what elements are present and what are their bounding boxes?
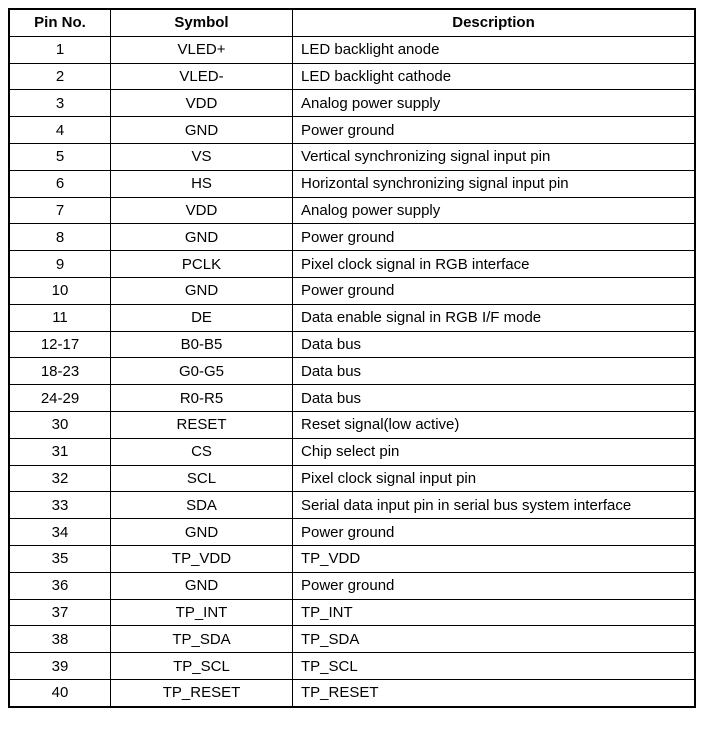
- table-row: [9, 599, 695, 626]
- table-row: [9, 545, 695, 572]
- table-row: [9, 90, 695, 117]
- pin-no-cell: 36: [9, 572, 111, 599]
- table-row: [9, 519, 695, 546]
- pin-no-cell: 2: [9, 63, 111, 90]
- symbol-cell: B0-B5: [111, 331, 293, 358]
- table-row: [9, 63, 695, 90]
- pin-no-cell: 38: [9, 626, 111, 653]
- symbol-cell: TP_INT: [111, 599, 293, 626]
- description-cell: Analog power supply: [293, 197, 696, 224]
- description-cell: TP_RESET: [293, 679, 696, 706]
- pin-no-cell: 34: [9, 519, 111, 546]
- pin-no-cell: 18-23: [9, 358, 111, 385]
- description-cell: Analog power supply: [293, 90, 696, 117]
- symbol-cell: GND: [111, 224, 293, 251]
- symbol-cell: DE: [111, 304, 293, 331]
- description-cell: TP_INT: [293, 599, 696, 626]
- symbol-cell: VLED-: [111, 63, 293, 90]
- pin-no-cell: 33: [9, 492, 111, 519]
- table-row: [9, 653, 695, 680]
- description-cell: Vertical synchronizing signal input pin: [293, 143, 696, 170]
- pin-no-cell: 24-29: [9, 385, 111, 412]
- pin-no-cell: 9: [9, 251, 111, 278]
- column-header-description: Description: [293, 9, 696, 36]
- symbol-cell: HS: [111, 170, 293, 197]
- table-row: [9, 36, 695, 63]
- symbol-cell: GND: [111, 117, 293, 144]
- description-cell: Pixel clock signal input pin: [293, 465, 696, 492]
- symbol-cell: GND: [111, 572, 293, 599]
- description-cell: Serial data input pin in serial bus system interface: [293, 492, 696, 519]
- table-row: [9, 385, 695, 412]
- description-cell: TP_SCL: [293, 653, 696, 680]
- table-header: [9, 9, 695, 36]
- table-row: [9, 277, 695, 304]
- pin-no-cell: 6: [9, 170, 111, 197]
- pin-no-cell: 35: [9, 545, 111, 572]
- description-cell: Chip select pin: [293, 438, 696, 465]
- symbol-cell: TP_RESET: [111, 679, 293, 706]
- table-body: [9, 36, 695, 706]
- pin-no-cell: 8: [9, 224, 111, 251]
- pin-no-cell: 37: [9, 599, 111, 626]
- description-cell: TP_VDD: [293, 545, 696, 572]
- table-row: [9, 251, 695, 278]
- symbol-cell: GND: [111, 277, 293, 304]
- description-cell: Power ground: [293, 572, 696, 599]
- pin-no-cell: 10: [9, 277, 111, 304]
- table-row: [9, 143, 695, 170]
- header-row: [9, 9, 695, 36]
- description-cell: Data bus: [293, 385, 696, 412]
- table-row: [9, 224, 695, 251]
- pin-no-cell: 5: [9, 143, 111, 170]
- pin-no-cell: 31: [9, 438, 111, 465]
- description-cell: TP_SDA: [293, 626, 696, 653]
- table-row: [9, 331, 695, 358]
- pin-no-cell: 11: [9, 304, 111, 331]
- symbol-cell: RESET: [111, 411, 293, 438]
- symbol-cell: VLED+: [111, 36, 293, 63]
- table-row: [9, 304, 695, 331]
- symbol-cell: SCL: [111, 465, 293, 492]
- table-row: [9, 411, 695, 438]
- table-row: [9, 572, 695, 599]
- symbol-cell: CS: [111, 438, 293, 465]
- description-cell: LED backlight anode: [293, 36, 696, 63]
- table-row: [9, 626, 695, 653]
- table-row: [9, 117, 695, 144]
- description-cell: Power ground: [293, 519, 696, 546]
- description-cell: Data enable signal in RGB I/F mode: [293, 304, 696, 331]
- symbol-cell: GND: [111, 519, 293, 546]
- description-cell: Power ground: [293, 277, 696, 304]
- description-cell: Power ground: [293, 117, 696, 144]
- pin-no-cell: 39: [9, 653, 111, 680]
- column-header-symbol: Symbol: [111, 9, 293, 36]
- description-cell: Data bus: [293, 358, 696, 385]
- description-cell: Horizontal synchronizing signal input pin: [293, 170, 696, 197]
- symbol-cell: SDA: [111, 492, 293, 519]
- symbol-cell: R0-R5: [111, 385, 293, 412]
- symbol-cell: G0-G5: [111, 358, 293, 385]
- description-cell: Pixel clock signal in RGB interface: [293, 251, 696, 278]
- pin-description-table: [8, 8, 696, 708]
- description-cell: Data bus: [293, 331, 696, 358]
- pin-no-cell: 30: [9, 411, 111, 438]
- description-cell: Reset signal(low active): [293, 411, 696, 438]
- pin-no-cell: 4: [9, 117, 111, 144]
- table-row: [9, 679, 695, 706]
- description-cell: LED backlight cathode: [293, 63, 696, 90]
- table-row: [9, 197, 695, 224]
- table-row: [9, 170, 695, 197]
- symbol-cell: PCLK: [111, 251, 293, 278]
- pin-no-cell: 40: [9, 679, 111, 706]
- symbol-cell: TP_SCL: [111, 653, 293, 680]
- pin-no-cell: 1: [9, 36, 111, 63]
- symbol-cell: TP_VDD: [111, 545, 293, 572]
- pin-no-cell: 32: [9, 465, 111, 492]
- table-row: [9, 358, 695, 385]
- symbol-cell: VDD: [111, 90, 293, 117]
- column-header-pin-no: Pin No.: [9, 9, 111, 36]
- pin-no-cell: 3: [9, 90, 111, 117]
- symbol-cell: TP_SDA: [111, 626, 293, 653]
- table-row: [9, 438, 695, 465]
- pin-no-cell: 12-17: [9, 331, 111, 358]
- table-row: [9, 465, 695, 492]
- pin-no-cell: 7: [9, 197, 111, 224]
- description-cell: Power ground: [293, 224, 696, 251]
- symbol-cell: VS: [111, 143, 293, 170]
- table-row: [9, 492, 695, 519]
- symbol-cell: VDD: [111, 197, 293, 224]
